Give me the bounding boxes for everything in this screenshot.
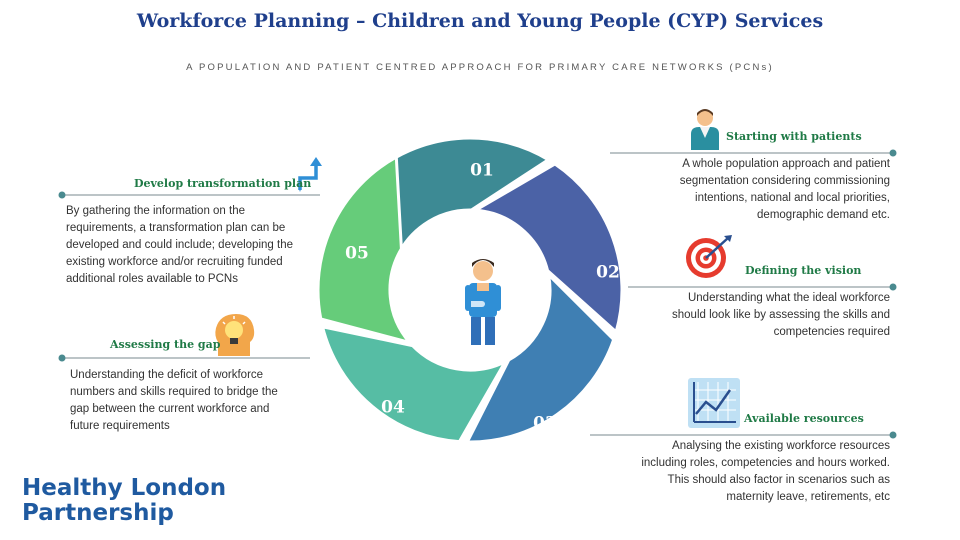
- connector-dot: [890, 284, 897, 291]
- segment-label-03: 03: [533, 413, 557, 434]
- plan-text: By gathering the information on the requirements, a transformation plan can be developed and could include; developing the existing workforce and/or recruiting funded additional roles available to PCNs: [66, 205, 293, 285]
- page-title: Workforce Planning – Children and Young People (CYP) Services: [136, 10, 824, 32]
- vision-text: Understanding what the ideal workforce should look like by assessing the skills and competencies required: [672, 292, 890, 338]
- logo-line-1: Healthy London: [22, 475, 227, 501]
- chart-icon: [688, 378, 740, 428]
- healthy-london-logo: [22, 476, 226, 526]
- connector-dot: [59, 355, 66, 362]
- starting-text: A whole population approach and patient segmentation considering commissioning intentions, national and local priorities, demographic demand etc.: [679, 158, 890, 221]
- vision-heading: Defining the vision: [745, 264, 862, 277]
- plan-heading: Develop transformation plan: [134, 177, 312, 190]
- connector-dot: [890, 150, 897, 157]
- person-icon: [465, 259, 501, 345]
- segment-label-01: 01: [470, 160, 494, 181]
- segment-label-05: 05: [345, 243, 369, 264]
- target-icon: [684, 234, 734, 280]
- logo-line-2: Partnership: [22, 500, 174, 526]
- connector-dot: [59, 192, 66, 199]
- resources-text: Analysing the existing workforce resources including roles, competencies and hours worked. This should also factor in scenarios such as maternity leave, retirements, etc: [641, 440, 890, 503]
- segment-label-04: 04: [381, 397, 405, 418]
- page-subtitle: A POPULATION AND PATIENT CENTRED APPROACH FOR PRIMARY CARE NETWORKS (PCNs): [186, 62, 774, 73]
- gap-text: Understanding the deficit of workforce numbers and skills required to bridge the gap between the current workforce and future requirements: [70, 369, 278, 432]
- gap-heading: Assessing the gap: [110, 338, 221, 351]
- segment-label-02: 02: [596, 262, 620, 283]
- starting-heading: Starting with patients: [726, 130, 862, 143]
- resources-heading: Available resources: [744, 412, 864, 425]
- doctor-icon: [688, 108, 722, 150]
- connector-dot: [890, 432, 897, 439]
